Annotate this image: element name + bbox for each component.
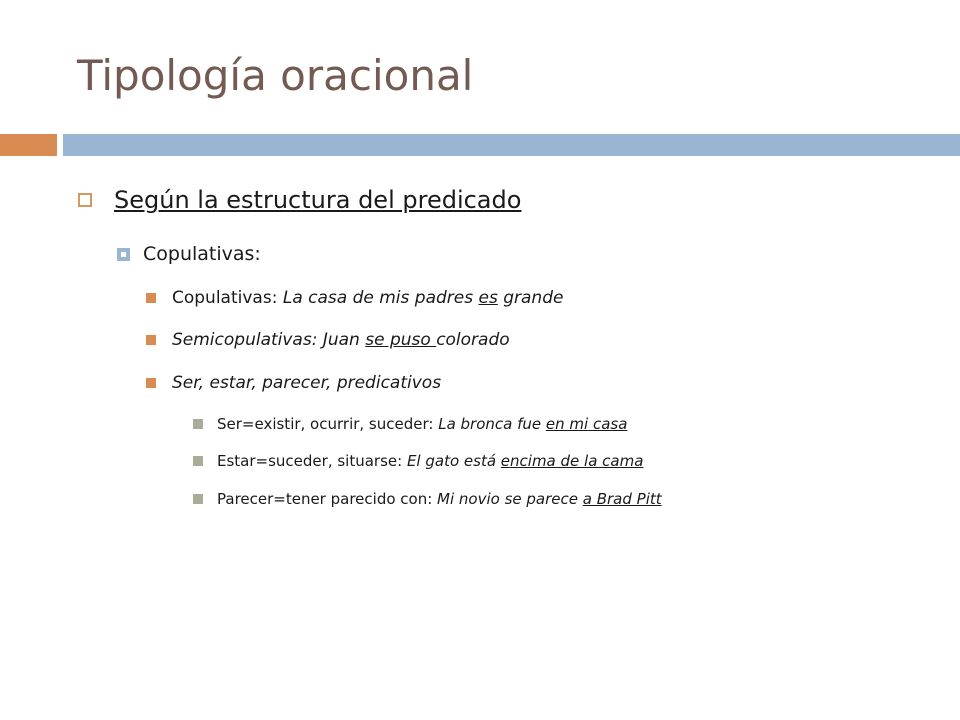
square-bullet-icon [193,456,203,466]
square-bullet-icon [146,378,156,388]
outline-level1-text: Según la estructura del predicado [114,186,522,214]
square-bullet-icon [146,335,156,345]
square-bullet-icon [146,293,156,303]
outline-level4-text: Parecer=tener parecido con: Mi novio se parece a Brad Pitt [217,490,662,508]
square-bullet-icon [193,494,203,504]
outline-level3-text: Ser, estar, parecer, predicativos [172,373,442,393]
slide-title: Tipología oracional [77,51,474,100]
hollow-square-bullet-icon [78,193,92,207]
framed-square-bullet-icon [117,248,130,261]
title-divider-bar [63,134,960,156]
outline-level4-text: Ser=existir, ocurrir, suceder: La bronca fue en mi casa [217,415,628,433]
outline-level4-text: Estar=suceder, situarse: El gato está encima de la cama [217,452,644,470]
outline-level3-text: Semicopulativas: Juan se puso colorado [172,330,510,350]
outline-level2-text: Copulativas: [143,243,261,265]
square-bullet-icon [193,419,203,429]
title-accent-bar [0,134,57,156]
outline-level3-text: Copulativas: La casa de mis padres es grande [172,288,564,308]
